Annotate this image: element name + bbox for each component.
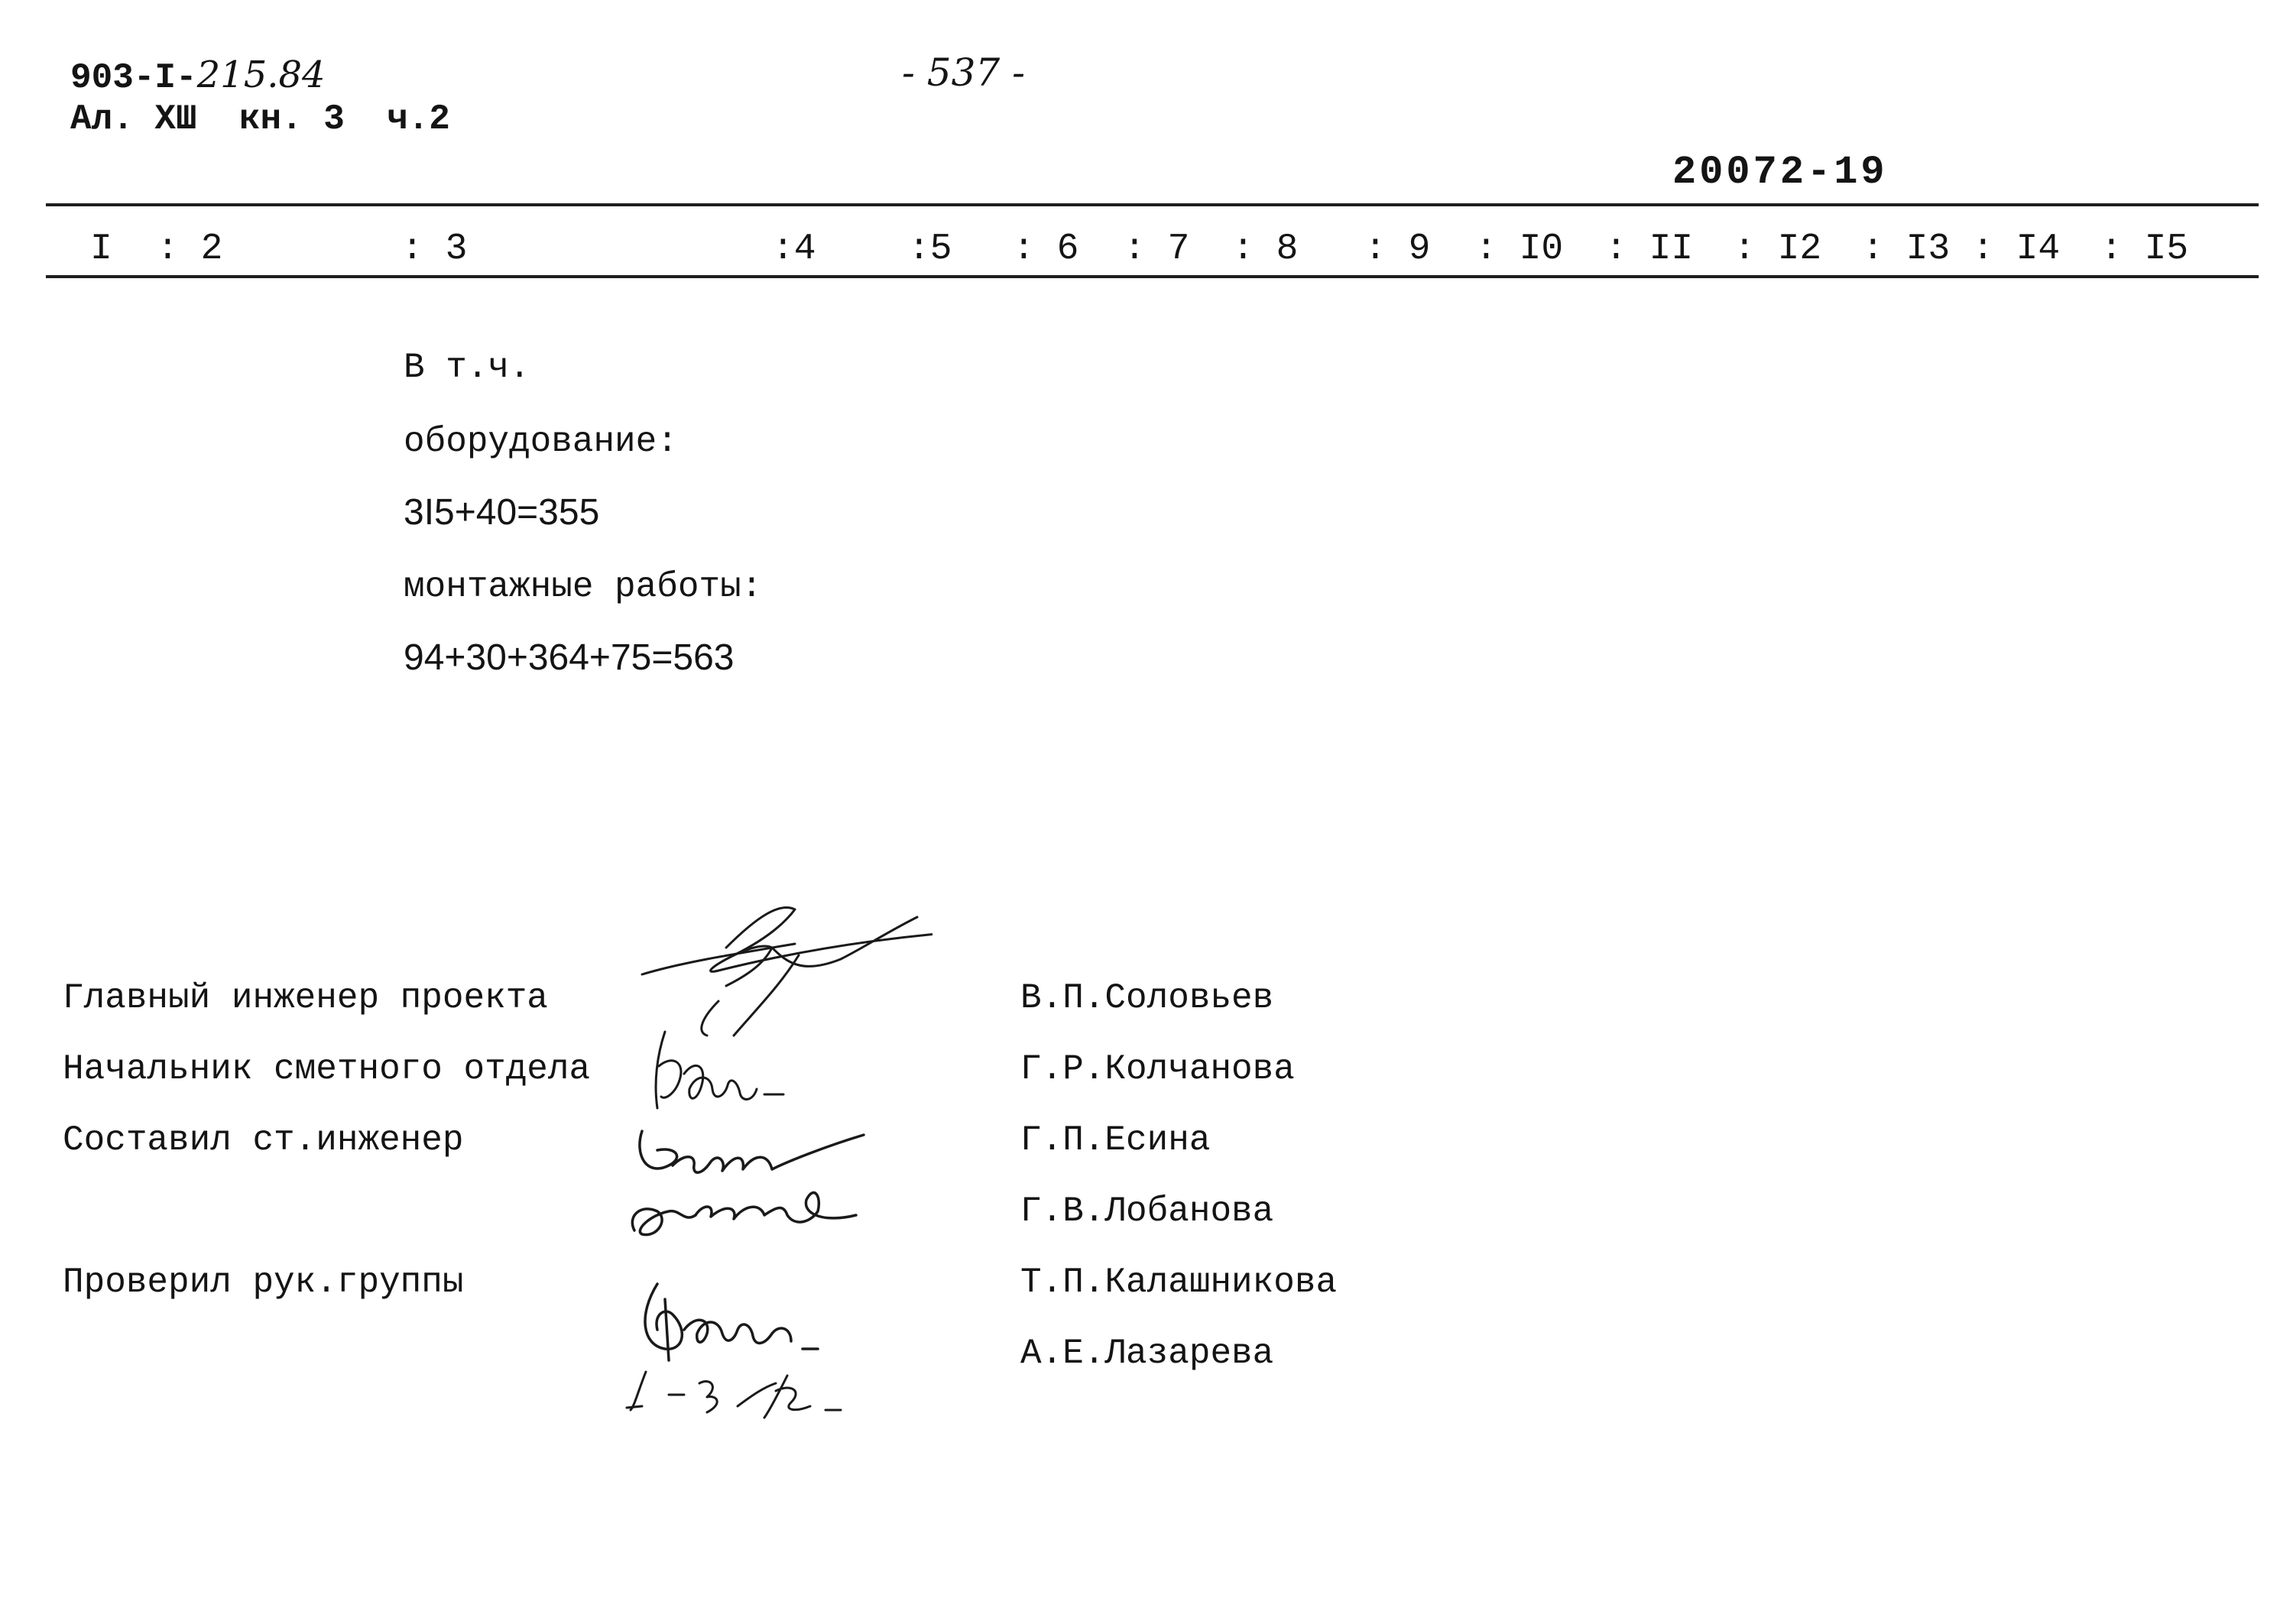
column-number-13: : I3: [1862, 229, 1951, 270]
column-number-4: :4: [772, 229, 816, 270]
including-label: В т.ч.: [404, 348, 530, 387]
person-name: Г.Р.Колчанова: [1020, 1049, 1295, 1089]
column-number-5: :5: [908, 229, 952, 270]
handwritten-signatures: [611, 902, 932, 1421]
table-header-top-rule: [46, 203, 2259, 206]
column-number-1: I: [90, 229, 112, 270]
installation-value: 94+30+364+75=563: [404, 637, 735, 678]
column-number-8: : 8: [1232, 229, 1299, 270]
role-compiled-by: Составил ст.инженер: [63, 1120, 464, 1160]
signature-checked-1: [645, 1284, 818, 1360]
table-header-bottom-rule: [46, 275, 2259, 278]
role-chief-engineer: Главный инженер проекта: [63, 978, 548, 1018]
person-name: Г.П.Есина: [1020, 1120, 1211, 1160]
column-number-2: : 2: [157, 229, 223, 270]
person-name: В.П.Соловьев: [1020, 978, 1274, 1018]
signature-compiled-1: [640, 1131, 864, 1172]
person-name: Т.П.Калашникова: [1020, 1263, 1338, 1302]
column-number-10: : I0: [1475, 229, 1564, 270]
equipment-value: 3I5+40=355: [404, 492, 600, 533]
column-number-14: : I4: [1972, 229, 2061, 270]
person-name: А.Е.Лазарева: [1020, 1334, 1274, 1373]
sheet-number: 20072-19: [1672, 150, 1888, 195]
column-number-12: : I2: [1734, 229, 1822, 270]
column-number-9: : 9: [1364, 229, 1431, 270]
signature-compiled-2: [632, 1193, 856, 1235]
equipment-label: оборудование:: [404, 422, 678, 462]
signature-estimate-head: [656, 1032, 783, 1108]
album-reference: Ал. XШ кн. 3 ч.2: [70, 99, 450, 139]
column-number-3: : 3: [401, 229, 468, 270]
installation-label: монтажные работы:: [404, 567, 763, 607]
column-number-15: : I5: [2100, 229, 2189, 270]
signature-chief-engineer: [642, 907, 932, 1036]
role-checked-by: Проверил рук.группы: [63, 1263, 464, 1302]
signature-checked-2: [627, 1372, 841, 1418]
document-code: [70, 55, 326, 98]
column-number-11: : II: [1605, 229, 1694, 270]
document-code-handwritten: 215.84: [196, 53, 326, 96]
column-number-7: : 7: [1124, 229, 1190, 270]
document-code-prefix: 903-I-: [70, 58, 197, 98]
person-name: Г.В.Лобанова: [1020, 1191, 1274, 1231]
column-number-6: : 6: [1013, 229, 1079, 270]
page-number: - 537 -: [902, 50, 1026, 95]
role-estimate-department-head: Начальник сметного отдела: [63, 1049, 591, 1089]
